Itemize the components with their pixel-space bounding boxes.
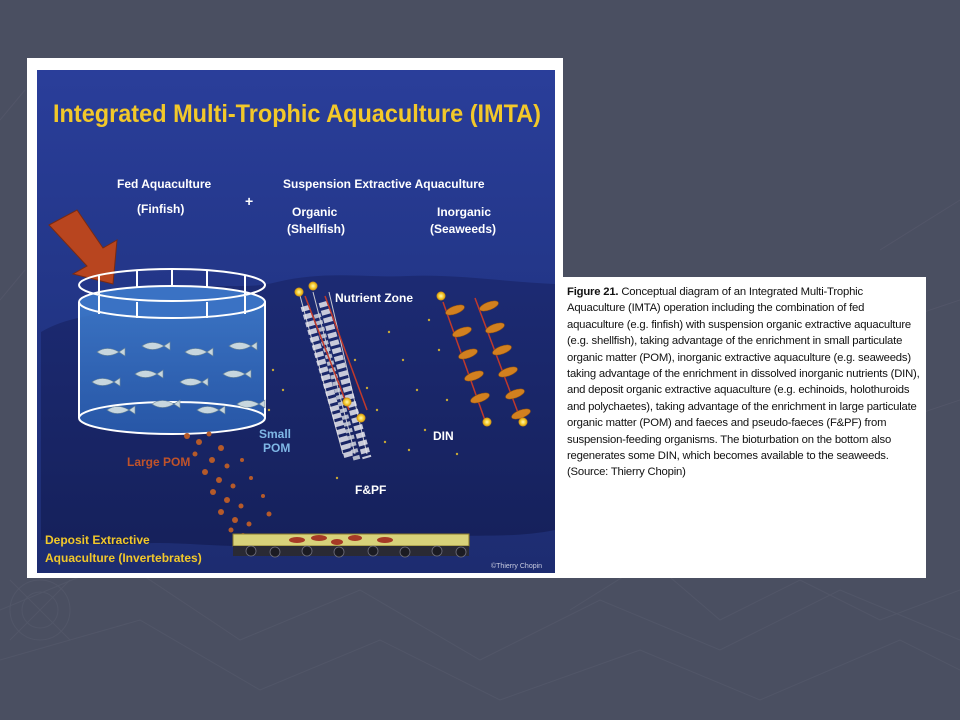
small-pom-label-line1: Small [259,427,292,441]
fpf-label: F&PF [355,483,387,497]
imta-diagram-panel [37,70,555,573]
figure-caption-text: Conceptual diagram of an Integrated Multi-Trophic Aquaculture (IMTA) operation including the combination of fed aquaculture (e.g. finfish) with suspension organic extractive aquaculture (e.g. shellfish), taking advantage of the enrichment in small particulate organic matter (POM), inorganic extractive aquaculture (e.g. seaweeds) taking advantage of the enrichment in dissolved inorganic nutrients (DIN), and deposit organic extractive aquaculture (e.g. echinoids, holothuroids and polychaetes), taking advantage of the enrichment in large particulate organic matter (POM) and faeces and pseudo-faeces (F&PF) from suspension-feeding organisms. The bioturbation on the bottom also regenerates some DIN, which becomes available to the seaweeds. (Source: Thierry Chopin) [567,286,920,479]
plus-sign: + [245,193,254,209]
deposit-invertebrates-label: Aquaculture (Invertebrates) [45,551,202,565]
nutrient-zone-label: Nutrient Zone [335,291,413,305]
fed-aquaculture-label: Fed Aquaculture [117,177,212,191]
imta-diagram [37,70,555,573]
organic-label: Organic [292,205,338,219]
inorganic-label: Inorganic [437,205,492,219]
figure-credit: ©Thierry Chopin [491,563,543,570]
figure-caption-box [561,277,926,578]
seafloor-deposit-culture [233,534,469,557]
large-pom-label: Large POM [127,455,191,469]
small-pom-label-line2: POM [263,441,291,455]
suspension-extractive-label: Suspension Extractive Aquaculture [283,177,485,191]
seaweeds-label: (Seaweeds) [430,222,497,236]
deposit-extractive-label: Deposit Extractive [45,533,150,547]
finfish-label: (Finfish) [137,202,185,216]
figure-caption [567,284,920,481]
imta-figure [27,58,563,578]
shellfish-label: (Shellfish) [287,222,346,236]
figure-caption-label: Figure 21. [567,286,619,298]
diagram-title: Integrated Multi-Trophic Aquaculture (IMTA) [53,100,541,128]
din-label: DIN [433,429,454,443]
finfish-cage [79,269,265,434]
